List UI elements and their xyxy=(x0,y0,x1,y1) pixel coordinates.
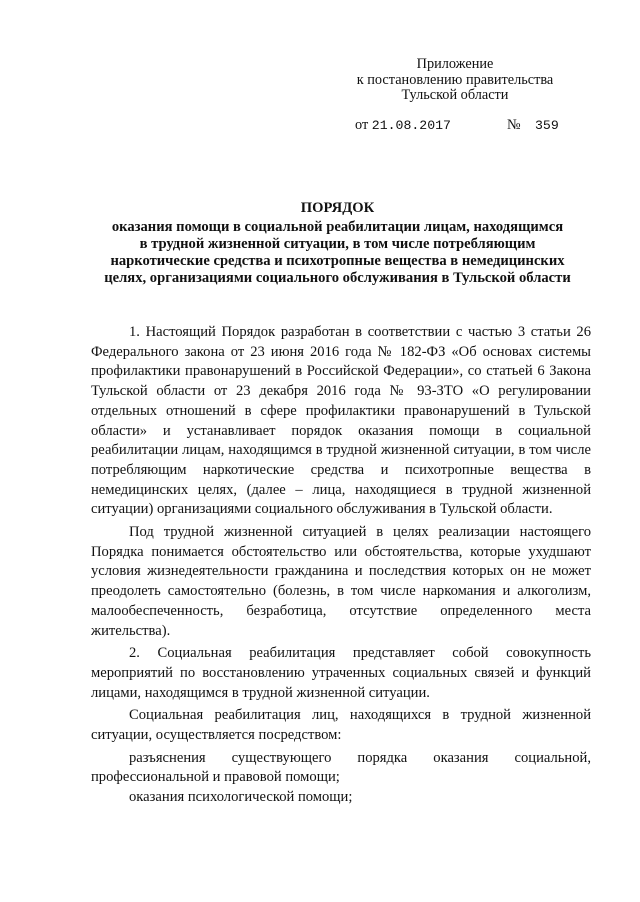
title-line: в трудной жизненной ситуации, в том числе потребляющим xyxy=(139,236,536,252)
document-dateline xyxy=(355,117,585,134)
appendix-line-2: к постановлению правительства xyxy=(356,71,554,88)
title-line: целях, организациями социального обслуживания в Тульской области xyxy=(104,270,571,286)
document-body xyxy=(91,323,591,808)
document-date: 21.08.2017 xyxy=(371,118,451,133)
appendix-line-1: Приложение xyxy=(416,56,494,72)
paragraph-5: разъяснения существующего порядка оказания социальной, профессиональной и правовой помощи; xyxy=(91,749,591,786)
document-number: 359 xyxy=(535,118,559,133)
number-sign: № xyxy=(507,117,521,133)
title-line: наркотические средства и психотропные вещества в немедицинских xyxy=(110,253,565,269)
document-title xyxy=(80,200,595,287)
paragraph-3: 2. Социальная реабилитация представляет собой совокупность мероприятий по восстановлению утраченных социальных связей и функций лицами, находящимся в трудной жизненной ситуации. xyxy=(91,645,591,701)
title-line: оказания помощи в социальной реабилитации лицам, находящимся xyxy=(111,219,564,235)
paragraph-4: Социальная реабилитация лиц, находящихся в трудной жизненной ситуации, осуществляется посредством: xyxy=(91,707,591,744)
paragraph-2: Под трудной жизненной ситуацией в целях реализации настоящего Порядка понимается обстоятельство или обстоятельства, которые ухудшают условия жизнедеятельности гражданина и последствия которых он не может преодолеть самостоятельно (болезнь, в том числе наркомания и алкоголизм, малообеспеченность, безработица, отсутствие определенного места жительства). xyxy=(91,524,591,639)
title-heading: ПОРЯДОК xyxy=(300,200,375,216)
paragraph-6: оказания психологической помощи; xyxy=(129,789,353,806)
paragraph-1: 1. Настоящий Порядок разработан в соответствии с частью 3 статьи 26 Федерального закона от 23 июня 2016 года № 182-ФЗ «Об основах системы профилактики правонарушений в Российской Федерации», со статьей 6 Закона Тульской области от 23 декабря 2016 года № 93-ЗТО «О регулировании отдельных отношений в сфере профилактики правонарушений в Тульской области» и устанавливает порядок оказания помощи в социальной реабилитации лицам, находящимся в трудной жизненной ситуации, в том числе потребляющим наркотические средства и психотропные вещества в немедицинских целях, (далее – лица, находящиеся в трудной жизненной ситуации) организациями социального обслуживания в Тульской области. xyxy=(91,324,591,518)
appendix-line-3: Тульской области xyxy=(401,87,509,103)
appendix-block xyxy=(335,57,575,104)
date-prefix: от xyxy=(355,117,369,133)
